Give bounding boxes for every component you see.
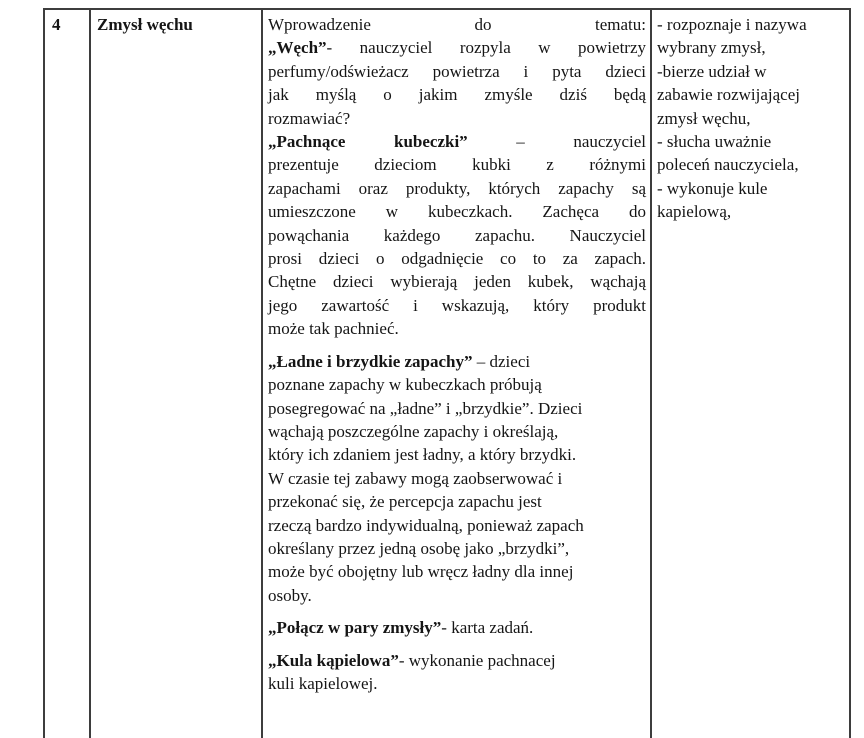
text-segment: Wprowadzenie do tematu:: [268, 15, 646, 34]
paragraph-polacz-w-pary-zmysly: [268, 616, 646, 639]
text-line: [268, 224, 646, 247]
text-segment: wąchają poszczególne zapachy i określają,: [268, 421, 559, 441]
text-segment: – dzieci: [472, 351, 531, 371]
text-segment: poznane zapachy w kubeczkach próbują: [268, 375, 542, 395]
text-line: [268, 420, 646, 443]
text-segment: jego zawartość i wskazują, który produkt: [268, 295, 646, 315]
text-segment: Chętne dzieci wybierają jeden kubek, wąchają: [268, 272, 646, 292]
text-segment: może tak pachnieć.: [268, 319, 399, 339]
text-line: [268, 294, 646, 317]
text-line: [268, 672, 646, 695]
text-line: [268, 537, 646, 560]
outcome-line: - rozpoznaje i nazywa: [657, 15, 807, 34]
activities-content: [268, 13, 646, 695]
text-segment: W czasie tej zabawy mogą zaobserwować i: [268, 468, 563, 488]
text-line: [268, 153, 646, 176]
bold-text-segment: „Ładne i brzydkie zapachy”: [268, 351, 473, 371]
text-line: [268, 177, 646, 200]
text-line: [268, 83, 646, 106]
text-line: [268, 247, 646, 270]
text-line: [268, 60, 646, 83]
bold-text-segment: „Węch”: [268, 38, 327, 58]
text-segment: rozmawiać?: [268, 108, 351, 128]
text-segment: rzeczą bardzo indywidualną, ponieważ zapach: [268, 515, 584, 535]
activities-cell: [263, 10, 652, 738]
text-segment: jak myślą o jakim zmyśle dziś będą: [268, 85, 646, 105]
text-line: [268, 443, 646, 466]
outcome-line: - słucha uważnie: [657, 132, 772, 152]
text-line: [268, 270, 646, 293]
text-segment: przekonać się, że percepcja zapachu jest: [268, 492, 542, 512]
lesson-plan-table: [43, 8, 851, 738]
text-line: [268, 350, 646, 373]
text-segment: - wykonanie pachnacej: [398, 650, 556, 670]
text-segment: powąchania każdego zapachu. Nauczyciel: [268, 225, 646, 245]
text-segment: kuli kapielowej.: [268, 673, 378, 693]
paragraph-wprowadzenie: [268, 13, 646, 341]
text-segment: - karta zadań.: [441, 618, 534, 638]
text-segment: osoby.: [268, 585, 312, 605]
text-line: [268, 649, 646, 672]
text-segment: prosi dzieci o odgadnięcie co to za zapach.: [268, 249, 646, 269]
text-segment: zapachami oraz produkty, których zapachy są: [268, 178, 646, 198]
outcomes-cell: [652, 10, 849, 738]
bold-text-segment: „Kula kąpielowa”: [268, 650, 399, 670]
text-line: [268, 467, 646, 490]
text-line: [268, 317, 646, 340]
outcome-line: -bierze udział w: [657, 61, 767, 81]
text-line: [268, 584, 646, 607]
text-segment: – nauczyciel: [467, 132, 646, 152]
text-segment: posegregować na „ładne” i „brzydkie”. Dzieci: [268, 398, 583, 418]
bold-text-segment: „Połącz w pary zmysły”: [268, 618, 442, 638]
text-line: [268, 13, 646, 36]
text-segment: - nauczyciel rozpyla w powietrzy: [326, 38, 646, 58]
topic-cell: Zmysł węchu: [91, 10, 263, 738]
text-segment: określany przez jedną osobę jako „brzydki”,: [268, 538, 570, 558]
text-line: [268, 616, 646, 639]
text-line: [268, 107, 646, 130]
text-line: [268, 200, 646, 223]
text-line: [268, 397, 646, 420]
paragraph-kula-kapielowa: [268, 649, 646, 696]
text-segment: perfumy/odświeżacz powietrza i pyta dzieci: [268, 61, 646, 81]
text-line: [268, 373, 646, 396]
outcome-line: wybrany zmysł,: [657, 38, 766, 58]
row-number-cell: 4: [45, 10, 91, 738]
text-segment: prezentuje dzieciom kubki z różnymi: [268, 155, 646, 175]
outcome-line: - wykonuje kule: [657, 178, 768, 198]
text-line: [268, 36, 646, 59]
text-line: [268, 490, 646, 513]
outcome-line: poleceń nauczyciela,: [657, 155, 799, 175]
outcome-line: kapielową,: [657, 202, 732, 222]
paragraph-ladne-i-brzydkie-zapachy: [268, 350, 646, 607]
outcomes-content: [657, 13, 845, 224]
text-line: [268, 514, 646, 537]
outcome-line: zmysł węchu,: [657, 108, 751, 128]
text-segment: może być obojętny lub wręcz ładny dla innej: [268, 562, 574, 582]
text-line: [268, 560, 646, 583]
text-segment: który ich zdaniem jest ładny, a który brzydki.: [268, 445, 577, 465]
bold-text-segment: „Pachnące kubeczki”: [268, 132, 468, 152]
outcome-line: zabawie rozwijającej: [657, 85, 800, 105]
text-segment: umieszczone w kubeczkach. Zachęca do: [268, 202, 646, 222]
text-line: [268, 130, 646, 153]
